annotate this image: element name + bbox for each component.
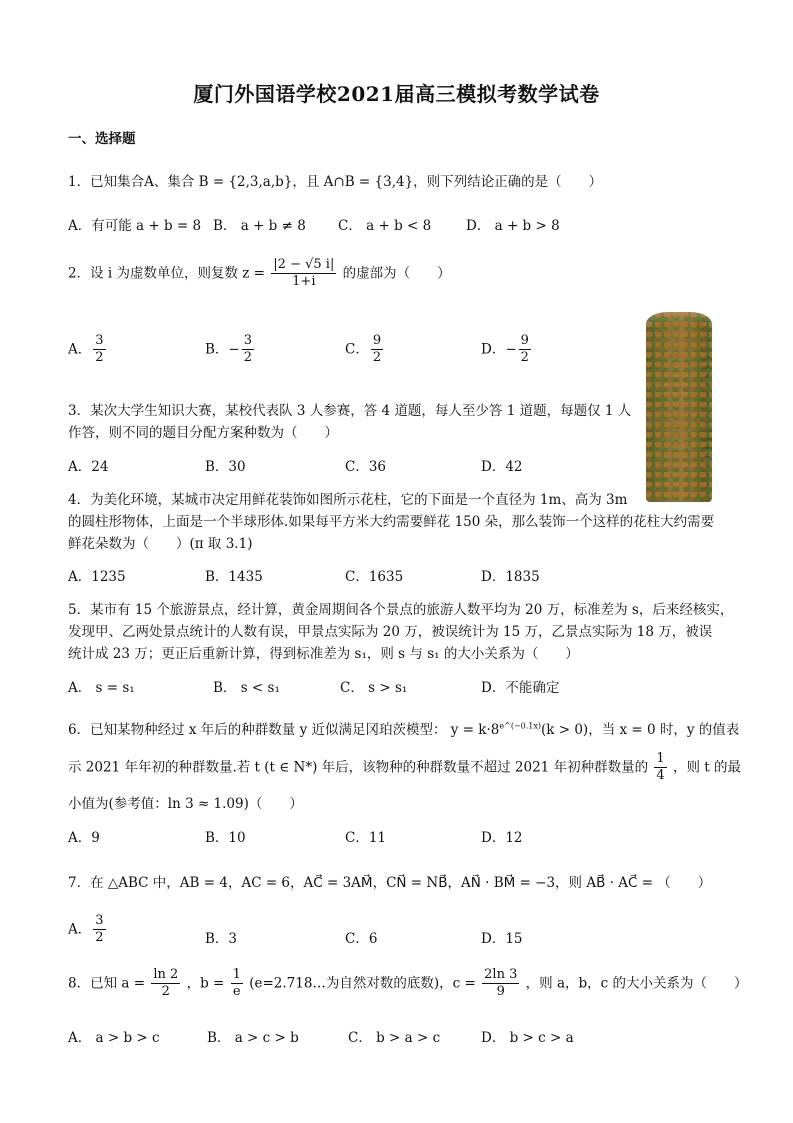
section-heading: 一、选择题 bbox=[68, 131, 136, 147]
question-6-line-1 bbox=[68, 718, 739, 738]
question-7-stem: 7．在 △ABC 中，AB = 4，AC = 6，AC⃗ = 3AM⃗，CN⃗ = NB⃗，AN⃗ · BM⃗ = −3，则 AB⃗ · AC⃗ = （ ） bbox=[68, 875, 712, 891]
q8-mid-1: ，b = bbox=[186, 975, 225, 992]
q2-fraction-numerator: |2 − √5 i| bbox=[271, 258, 336, 274]
q7-option-d: D．15 bbox=[481, 931, 523, 947]
q8-a-num: ln 2 bbox=[151, 968, 180, 984]
q4-option-c: C．1635 bbox=[345, 569, 404, 585]
q2-option-d-label: D．− bbox=[481, 341, 517, 358]
q6-option-c: C．11 bbox=[345, 830, 387, 846]
q2-d-num: 9 bbox=[519, 334, 531, 350]
question-5-line-1: 5．某市有 15 个旅游景点，经计算，黄金周期间各个景点的旅游人数平均为 20 万，标准差为 s，后来经核实， bbox=[68, 602, 734, 618]
q2-c-num: 9 bbox=[371, 334, 383, 350]
question-8-stem bbox=[68, 968, 748, 1000]
q2-b-num: 3 bbox=[242, 334, 254, 350]
q7-option-b: B．3 bbox=[205, 931, 238, 947]
q2-b-den: 2 bbox=[243, 350, 253, 366]
question-1-stem: 1．已知集合A、集合 B = {2,3,a,b}，且 A∩B = {3,4}，则下列结论正确的是（ ） bbox=[68, 174, 603, 190]
question-4-line-2: 的圆柱形物体，上面是一个半球形体.如果每平方米大约需要鲜花 150 朵，那么装饰一个这样的花柱大约需要 bbox=[68, 514, 715, 530]
q1-option-d: D． a + b > 8 bbox=[466, 218, 560, 234]
q7-a-num: 3 bbox=[93, 914, 105, 930]
q6-fraction-den: 4 bbox=[656, 768, 665, 784]
q5-option-c: C． s > s₁ bbox=[340, 680, 408, 696]
question-3-line-1: 3．某次大学生知识大赛，某校代表队 3 人参赛，答 4 道题，每人至少答 1 道题，每题仅 1 人 bbox=[68, 403, 632, 419]
q2-option-b-label: B．− bbox=[205, 341, 240, 358]
q2-stem-pre: 2．设 i 为虚数单位，则复数 z = bbox=[68, 265, 265, 282]
q6-line-1-b: (k > 0)，当 x = 0 时，y 的值表 bbox=[541, 722, 740, 738]
q3-option-b: B．30 bbox=[205, 459, 246, 475]
q5-option-d: D．不能确定 bbox=[481, 680, 560, 696]
q7-a-den: 2 bbox=[95, 930, 104, 946]
q8-option-c: C． b > a > c bbox=[348, 1030, 441, 1046]
q7-option-a-label: A． bbox=[68, 921, 92, 938]
q3-option-a: A．24 bbox=[68, 459, 109, 475]
question-5-line-2: 发现甲、乙两处景点统计的人数有误，甲景点实际为 20 万，被误统计为 15 万，乙景点实际为 18 万，被误 bbox=[68, 624, 713, 640]
q2-option-c-fraction bbox=[371, 334, 383, 366]
q6-exponent: e^(−0.1x) bbox=[499, 721, 541, 731]
q8-b-num: 1 bbox=[231, 968, 243, 984]
q4-option-d: D．1835 bbox=[481, 569, 540, 585]
q6-line-2-b: ，则 t 的最 bbox=[672, 759, 741, 776]
q8-post: ，则 a，b，c 的大小关系为（ ） bbox=[525, 975, 748, 992]
q2-fraction bbox=[271, 258, 336, 290]
question-6-line-3: 小值为(参考值：ln 3 ≈ 1.09)（ ） bbox=[68, 796, 303, 812]
q2-stem-post: 的虚部为（ ） bbox=[342, 265, 451, 282]
q3-option-c: C．36 bbox=[345, 459, 387, 475]
q4-option-b: B．1435 bbox=[205, 569, 263, 585]
q2-option-a-fraction bbox=[93, 334, 105, 366]
q8-pre: 8．已知 a = bbox=[68, 975, 146, 992]
q2-option-c bbox=[345, 334, 385, 366]
q1-option-a: A．有可能 a + b = 8 bbox=[68, 218, 202, 234]
q1-option-c: C． a + b < 8 bbox=[338, 218, 432, 234]
q2-fraction-denominator: 1+i bbox=[292, 274, 316, 290]
q2-option-b-fraction bbox=[242, 334, 254, 366]
q8-c-num: 2ln 3 bbox=[482, 968, 519, 984]
page-title: 厦门外国语学校2021届高三模拟考数学试卷 bbox=[193, 82, 600, 106]
q6-option-b: B．10 bbox=[205, 830, 246, 846]
flower-pillar-image bbox=[646, 312, 712, 502]
q6-line-1-a: 6．已知某物种经过 x 年后的种群数量 y 近似满足冈珀茨模型： y = k·8 bbox=[68, 722, 500, 738]
q8-b-fraction bbox=[231, 968, 243, 1000]
q6-option-d: D．12 bbox=[481, 830, 523, 846]
q2-option-a bbox=[68, 334, 108, 366]
q2-a-num: 3 bbox=[93, 334, 105, 350]
q8-option-b: B． a > c > b bbox=[207, 1030, 299, 1046]
q3-option-d: D．42 bbox=[481, 459, 523, 475]
q2-a-den: 2 bbox=[95, 350, 104, 366]
question-3-line-2: 作答，则不同的题目分配方案种数为（ ） bbox=[68, 425, 338, 441]
q2-d-den: 2 bbox=[520, 350, 529, 366]
q2-c-den: 2 bbox=[372, 350, 382, 366]
q7-option-a-fraction bbox=[93, 914, 105, 946]
q8-a-den: 2 bbox=[161, 984, 170, 1000]
q8-a-fraction bbox=[151, 968, 180, 1000]
q8-b-den: e bbox=[232, 984, 241, 1000]
q6-line-2-a: 示 2021 年年初的种群数量.若 t (t ∈ N*) 年后，该物种的种群数量不超过 2021 年初种群数量的 bbox=[68, 759, 649, 776]
q8-c-fraction bbox=[482, 968, 519, 1000]
q6-fraction bbox=[654, 752, 666, 784]
q2-option-d bbox=[481, 334, 533, 366]
q6-fraction-num: 1 bbox=[654, 752, 666, 768]
q4-option-a: A．1235 bbox=[68, 569, 126, 585]
question-6-line-2 bbox=[68, 752, 741, 784]
q2-option-d-fraction bbox=[519, 334, 531, 366]
question-4-line-3: 鲜花朵数为（ ）(π 取 3.1) bbox=[68, 536, 253, 552]
q8-c-den: 9 bbox=[496, 984, 505, 1000]
q2-option-a-label: A． bbox=[68, 341, 92, 358]
question-2-stem bbox=[68, 258, 451, 290]
q5-option-b: B． s < s₁ bbox=[213, 680, 280, 696]
q8-mid-2: (e=2.718…为自然对数的底数)，c = bbox=[249, 975, 476, 992]
q8-option-a: A． a > b > c bbox=[68, 1030, 160, 1046]
q2-option-c-label: C． bbox=[345, 341, 369, 358]
q2-option-b bbox=[205, 334, 256, 366]
q7-option-a bbox=[68, 914, 108, 946]
q7-option-c: C．6 bbox=[345, 931, 378, 947]
q1-option-b: B． a + b ≠ 8 bbox=[213, 218, 306, 234]
q5-option-a: A． s = s₁ bbox=[68, 680, 135, 696]
question-4-line-1: 4．为美化环境，某城市决定用鲜花装饰如图所示花柱，它的下面是一个直径为 1m、高为 3m bbox=[68, 492, 628, 508]
question-5-line-3: 统计成 23 万；更正后重新计算，得到标准差为 s₁，则 s 与 s₁ 的大小关系为（ ） bbox=[68, 646, 579, 662]
q6-option-a: A．9 bbox=[68, 830, 100, 846]
q8-option-d: D． b > c > a bbox=[481, 1030, 574, 1046]
